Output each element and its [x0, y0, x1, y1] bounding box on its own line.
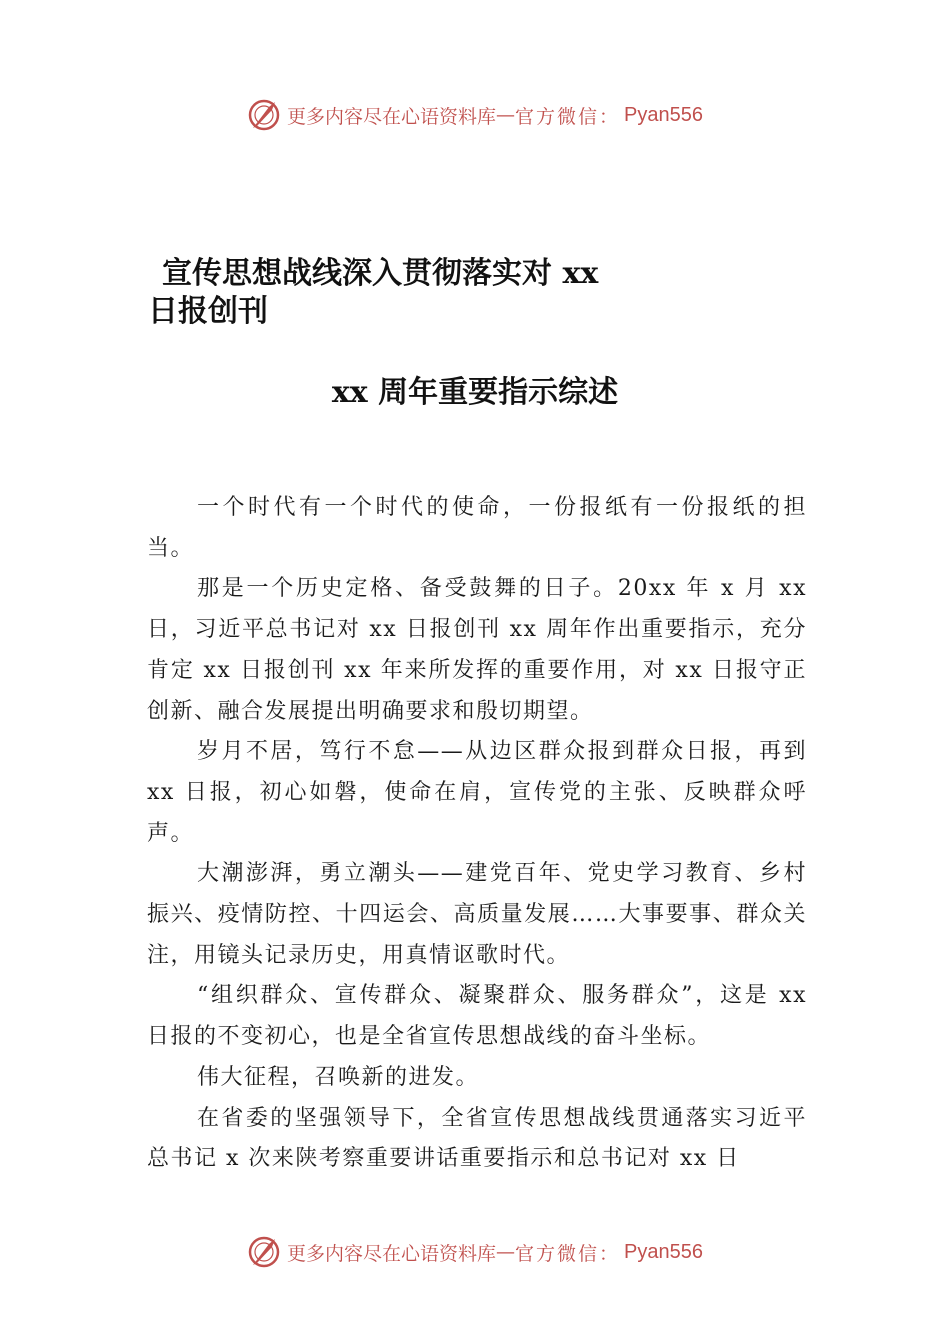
- watermark-footer: [0, 1232, 950, 1272]
- document-title: [148, 255, 808, 331]
- quill-logo-icon: [247, 98, 281, 132]
- paragraph: 那是一个历史定格、备受鼓舞的日子。20xx 年 x 月 xx 日，习近平总书记对 xx 日报创刊 xx 周年作出重要指示，充分肯定 xx 日报创刊 xx 年来所发挥的重要作用，对 xx 日报守正创新、融合发展提出明确要求和殷切期望。: [147, 576, 807, 724]
- document-subtitle: xx 周年重要指示综述: [331, 375, 619, 410]
- paragraph: 一个时代有一个时代的使命，一份报纸有一份报纸的担当。: [147, 495, 807, 561]
- watermark-separator: —: [496, 1241, 516, 1263]
- watermark-separator: —: [496, 104, 516, 126]
- watermark-label: 官方微信：: [515, 105, 621, 128]
- paragraph: 岁月不居，笃行不怠——从边区群众报到群众日报，再到 xx 日报，初心如磐，使命在肩，宣传党的主张、反映群众呼声。: [147, 739, 807, 846]
- watermark-label: 官方微信：: [515, 1242, 621, 1265]
- quill-logo-icon: [247, 1235, 281, 1269]
- watermark-main-text: 更多内容尽在心语资料库: [287, 1242, 497, 1265]
- paragraph: 大潮澎湃，勇立潮头——建党百年、党史学习教育、乡村振兴、疫情防控、十四运会、高质量发展……大事要事、群众关注，用镜头记录历史，用真情讴歌时代。: [147, 861, 807, 968]
- title-line-1: 宣传思想战线深入贯彻落实对 xx: [162, 256, 599, 291]
- watermark-main-text: 更多内容尽在心语资料库: [287, 105, 497, 128]
- watermark-wechat-id: Pyan556: [624, 103, 703, 126]
- paragraph: 在省委的坚强领导下，全省宣传思想战线贯通落实习近平总书记 x 次来陕考察重要讲话重要指示和总书记对 xx 日: [147, 1105, 807, 1172]
- paragraph: “组织群众、宣传群众、凝聚群众、服务群众”，这是 xx 日报的不变初心，也是全省宣传思想战线的奋斗坐标。: [147, 983, 807, 1050]
- title-line-2: 日报创刊: [148, 294, 268, 329]
- paragraph: 伟大征程，召唤新的进发。: [197, 1064, 480, 1090]
- document-body: [147, 488, 807, 1180]
- watermark-wechat-id: Pyan556: [624, 1240, 703, 1263]
- watermark-header: [0, 95, 950, 135]
